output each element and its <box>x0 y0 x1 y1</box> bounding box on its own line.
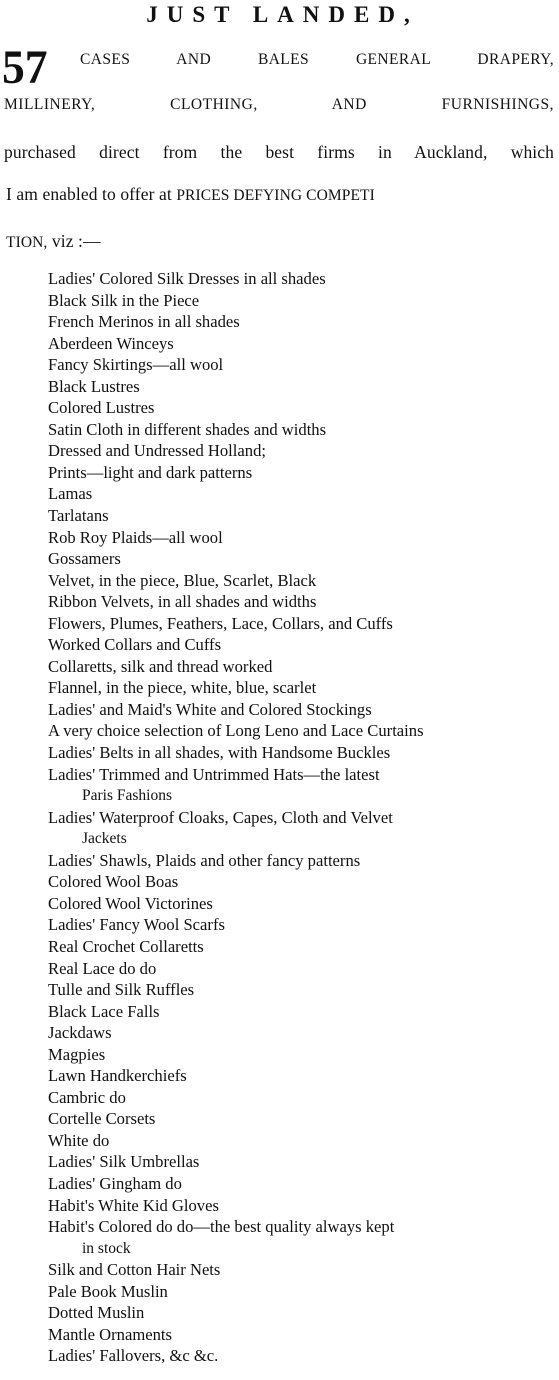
goods-list <box>48 268 557 1367</box>
intro-line-1 <box>80 49 554 71</box>
list-item: White do <box>48 1130 110 1150</box>
list-item: Collaretts, silk and thread worked <box>48 656 273 676</box>
list-item: Ladies' Colored Silk Dresses in all shades <box>48 269 326 288</box>
list-item: Flannel, in the piece, white, blue, scarlet <box>48 678 317 698</box>
list-item: Tulle and Silk Ruffles <box>48 980 195 1000</box>
list-item-colored-gloves <box>48 1216 557 1259</box>
intro-line-2 <box>4 94 554 116</box>
list-item-colored-gloves-continuation: in stock <box>82 1239 131 1257</box>
intro-line-4-text-b: PRICES DEFYING COMPETI <box>176 187 375 204</box>
intro-line-4-text-a: I am enabled to offer at <box>6 184 172 204</box>
list-item: Colored Lustres <box>48 398 155 418</box>
list-item: Mantle Ornaments <box>48 1324 172 1344</box>
list-item: Black Lustres <box>48 376 140 396</box>
list-item: Cortelle Corsets <box>48 1109 156 1129</box>
list-item: Lawn Handkerchiefs <box>48 1066 187 1086</box>
list-item: Ladies' Gingham do <box>48 1173 182 1193</box>
list-item: Worked Collars and Cuffs <box>48 635 222 655</box>
list-item: Jackdaws <box>48 1023 112 1043</box>
intro-line-2-text: MILLINERY, CLOTHING, AND FURNISHINGS, <box>4 96 554 113</box>
intro-line-1-text: CASES AND BALES GENERAL DRAPERY, <box>80 51 554 68</box>
list-item: Ladies' Fallovers, &c &c. <box>48 1346 219 1366</box>
list-item: Black Lace Falls <box>48 1001 160 1021</box>
list-item: Ladies' Fancy Wool Scarfs <box>48 915 225 935</box>
list-item: Rob Roy Plaids—all wool <box>48 527 223 547</box>
list-item: Flowers, Plumes, Feathers, Lace, Collars, and Cuffs <box>48 613 393 633</box>
list-item: Ribbon Velvets, in all shades and widths <box>48 592 317 612</box>
intro-line-3 <box>4 141 554 163</box>
list-item: Aberdeen Winceys <box>48 333 174 353</box>
list-item: Ladies' Belts in all shades, with Handsome Buckles <box>48 743 391 763</box>
list-item-waterproof <box>48 807 557 850</box>
list-item: Fancy Skirtings—all wool <box>48 355 224 375</box>
list-item: Lamas <box>48 484 93 504</box>
list-item: A very choice selection of Long Leno and Lace Curtains <box>48 721 424 741</box>
list-item: Prints—light and dark patterns <box>48 462 253 482</box>
list-item: Ladies' Shawls, Plaids and other fancy patterns <box>48 850 361 870</box>
list-item: Ladies' Silk Umbrellas <box>48 1152 200 1172</box>
intro-line-5-text-b: viz :— <box>51 231 101 251</box>
list-item-waterproof-continuation: Jackets <box>82 830 127 848</box>
intro-line-5 <box>6 230 101 254</box>
list-item: Tarlatans <box>48 506 109 526</box>
list-item: Dotted Muslin <box>48 1303 145 1323</box>
list-item-waterproof-main: Ladies' Waterproof Cloaks, Capes, Cloth and Velvet <box>48 807 393 827</box>
list-item-hats <box>48 764 557 807</box>
list-item-colored-gloves-main: Habit's Colored do do—the best quality always kept <box>48 1217 395 1237</box>
list-item: Gossamers <box>48 549 121 569</box>
list-item: Colored Wool Boas <box>48 872 179 892</box>
list-item: Magpies <box>48 1044 106 1064</box>
list-item: French Merinos in all shades <box>48 312 240 332</box>
list-item-hats-main: Ladies' Trimmed and Untrimmed Hats—the latest <box>48 764 380 784</box>
headline: JUST LANDED, <box>146 2 419 27</box>
list-item: Black Silk in the Piece <box>48 290 200 310</box>
list-item: Real Crochet Collaretts <box>48 936 204 956</box>
intro-line-3-text: purchased direct from the best firms in Auckland, which <box>4 142 554 162</box>
list-item-hats-continuation: Paris Fashions <box>82 787 172 805</box>
list-item: Habit's White Kid Gloves <box>48 1195 219 1215</box>
intro-line-4 <box>6 183 554 207</box>
list-item: Cambric do <box>48 1087 126 1107</box>
intro-line-5-text-a: TION, <box>6 234 48 251</box>
list-item: Real Lace do do <box>48 958 157 978</box>
list-item: Ladies' and Maid's White and Colored Stockings <box>48 699 372 719</box>
list-item: Velvet, in the piece, Blue, Scarlet, Black <box>48 570 317 590</box>
list-item: Colored Wool Victorines <box>48 893 213 913</box>
list-item: Pale Book Muslin <box>48 1281 168 1301</box>
list-item: Satin Cloth in different shades and widths <box>48 419 327 439</box>
cases-count: 57 <box>2 41 48 94</box>
list-item: Dressed and Undressed Holland; <box>48 441 266 461</box>
list-item: Silk and Cotton Hair Nets <box>48 1260 221 1280</box>
